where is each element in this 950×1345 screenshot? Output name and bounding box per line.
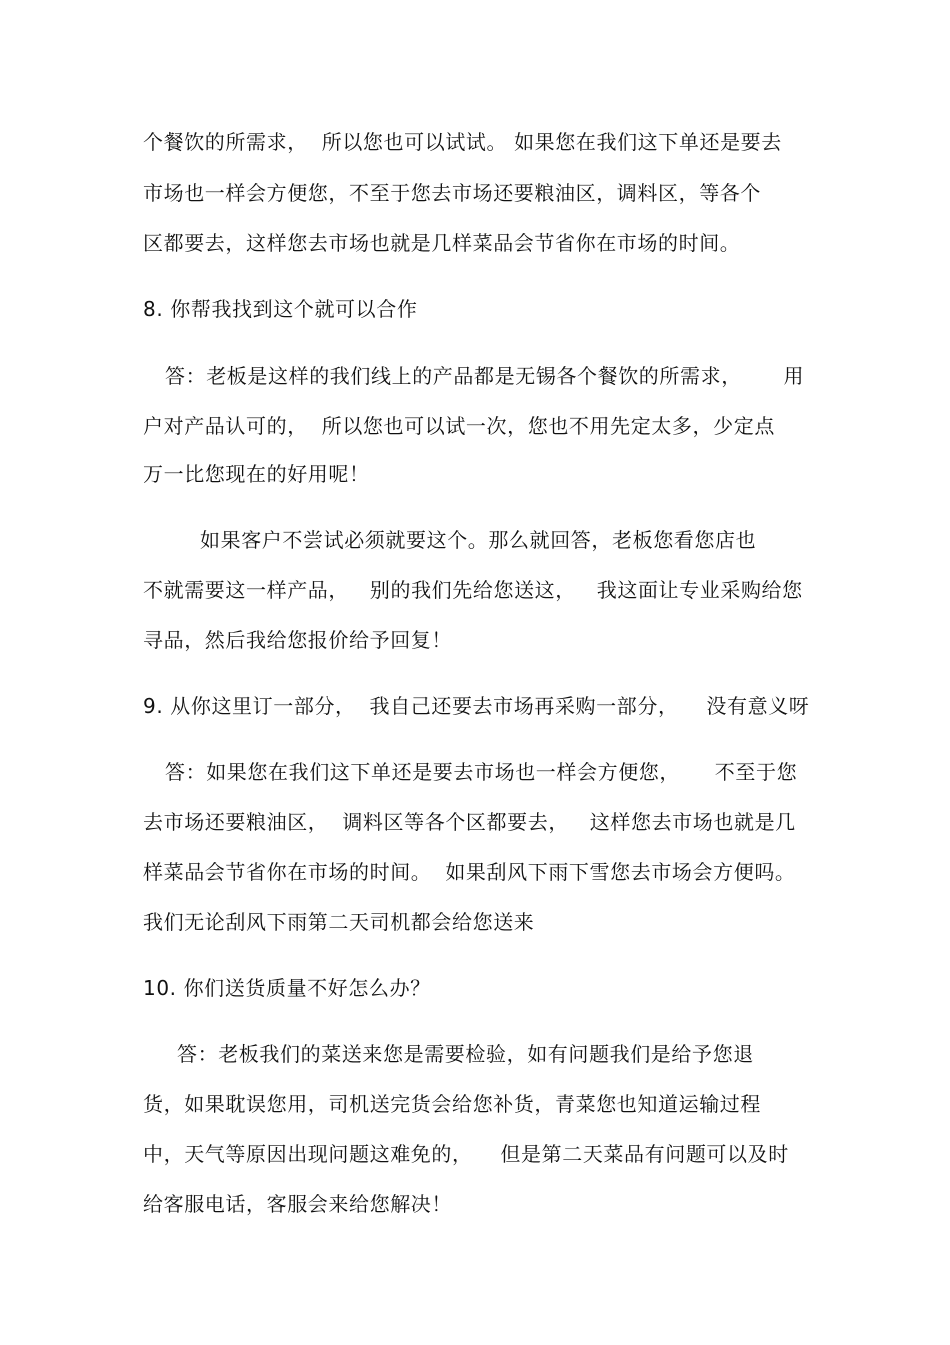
question-heading-9: 9. 从你这里订一部分， 我自己还要去市场再采购一部分， 没有意义呀	[143, 694, 810, 718]
text-line: 区都要去，这样您去市场也就是几样菜品会节省你在市场的时间。	[143, 231, 741, 255]
text-line: 市场也一样会方便您，不至于您去市场还要粮油区，调料区，等各个	[143, 181, 761, 205]
answer-text-line: 答：老板是这样的我们线上的产品都是无锡各个餐饮的所需求， 用	[165, 364, 805, 388]
answer-text-line: 答：如果您在我们这下单还是要去市场也一样会方便您， 不至于您	[165, 760, 798, 784]
text-line: 如果客户不尝试必须就要这个。那么就回答，老板您看您店也	[200, 528, 757, 552]
text-line: 个餐饮的所需求， 所以您也可以试试。 如果您在我们这下单还是要去	[143, 130, 782, 154]
text-line: 万一比您现在的好用呢！	[143, 462, 370, 486]
text-line: 我们无论刮风下雨第二天司机都会给您送来	[143, 910, 535, 934]
text-line: 货，如果耽误您用，司机送完货会给您补货，青菜您也知道运输过程	[143, 1092, 761, 1116]
text-line: 给客服电话，客服会来给您解决！	[143, 1192, 452, 1216]
question-heading-8: 8. 你帮我找到这个就可以合作	[143, 297, 418, 321]
answer-text-line: 答：老板我们的菜送来您是需要检验，如有问题我们是给予您退	[177, 1042, 754, 1066]
text-line: 户对产品认可的， 所以您也可以试一次，您也不用先定太多，少定点	[143, 414, 775, 438]
text-line: 寻品，然后我给您报价给予回复！	[143, 628, 452, 652]
text-line: 中，天气等原因出现问题这难免的， 但是第二天菜品有问题可以及时	[143, 1142, 789, 1166]
question-heading-10: 10. 你们送货质量不好怎么办？	[143, 976, 431, 1000]
text-line: 去市场还要粮油区， 调料区等各个区都要去， 这样您去市场也就是几	[143, 810, 796, 834]
text-line: 不就需要这一样产品， 别的我们先给您送这， 我这面让专业采购给您	[143, 578, 803, 602]
text-line: 样菜品会节省你在市场的时间。 如果刮风下雨下雪您去市场会方便吗。	[143, 860, 796, 884]
